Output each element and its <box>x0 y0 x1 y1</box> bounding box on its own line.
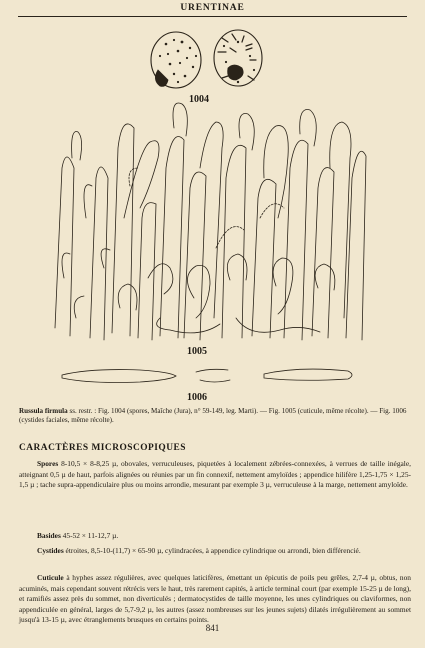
header-rule <box>18 16 407 17</box>
paragraph-spores <box>19 459 411 491</box>
figure-caption <box>19 407 411 424</box>
caption-species: Russula firmula <box>19 407 68 415</box>
text-spores: 8-10,5 × 8-8,25 µ, obovales, verruculeuses, piquetées à localement zébrées-connexées, à verrues de taille inégale, atteignant 0,5 µ de haut, parfois alignées ou réunies par un fin connexif, nettement amyloïdes ; appendice hilifère 1,25-1,75 × 1,25-1,5 µ ; tache supra-appendiculaire plus ou moins arrondie, mesurant par exemple 3 µ, verruculeuse à la marge, nettement amyloïde. <box>19 459 411 489</box>
spore-drawing <box>151 32 201 88</box>
paragraph-cuticule <box>19 573 411 626</box>
text-cystides: étroites, 8,5-10-(11,7) × 65-90 µ, cylindracées, à appendice cylindrique ou arrondi, bien différencié. <box>63 546 361 555</box>
section-title: CARACTÈRES MICROSCOPIQUES <box>19 443 186 453</box>
figure-label-1004: 1004 <box>189 94 209 105</box>
running-header: URENTINAE <box>180 3 245 13</box>
text-basides: 45-52 × 11-12,7 µ. <box>60 531 119 540</box>
paragraph-basides <box>19 531 411 542</box>
caption-text: ss. restr. : Fig. 1004 (spores, Maîche (Jura), n° 59-149, leg. Marti). — Fig. 1005 (cuticule, même récolte). — Fig. 1006 (cystides faciales, même récolte). <box>19 407 407 424</box>
term-spores: Spores <box>37 459 59 468</box>
figure-drawing <box>0 18 425 404</box>
text-cuticule: à hyphes assez régulières, avec quelques laticifères, émettant un épicutis de poils peu grêles, 2,7-4 µ, obtus, non acuminés, mais cependant souvent rétrécis vers le haut, très rarement capités, à article terminal court (par exemple 15-25 µ de long), et ramifiés assez près du sommet, non diverticulés ; dermatocystides de taille moyenne, les unes cylindriques ou claviformes, non appendiculée en général, larges de 5,7-9,2 µ, les autres (assez nombreuses sur les jeunes sujets) dilatés irrégulièrement au sommet jusqu'à 13-15 µ, avec étranglements brusques en certains points. <box>19 573 411 624</box>
figure-label-1006: 1006 <box>187 392 207 403</box>
page-number: 841 <box>205 623 220 633</box>
term-basides: Basides <box>37 531 61 540</box>
term-cystides: Cystides <box>37 546 64 555</box>
cuticle-drawing <box>55 103 366 340</box>
figure-plate <box>0 18 425 404</box>
term-cuticule: Cuticule <box>37 573 64 582</box>
cystidia-drawing <box>62 369 352 382</box>
spore-drawing <box>214 30 262 86</box>
figure-label-1005: 1005 <box>187 346 207 357</box>
paragraph-cystides <box>19 546 411 557</box>
